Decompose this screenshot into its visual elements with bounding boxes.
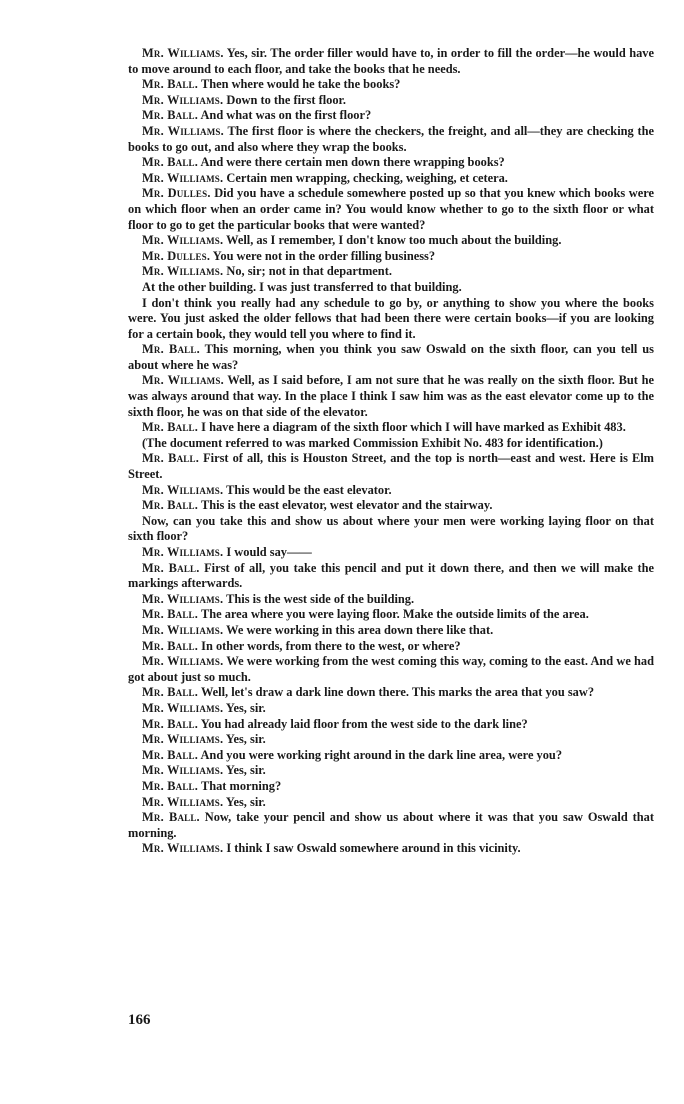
speaker-name: Mr. Williams. (142, 373, 224, 388)
paragraph-text: You had already laid floor from the west side to the dark line? (200, 716, 528, 731)
transcript-paragraph (128, 748, 654, 764)
speaker-name: Mr. Williams. (142, 482, 224, 497)
paragraph-text: This morning, when you think you saw Oswald on the sixth floor, can you tell us about where he was? (128, 342, 655, 372)
paragraph-text: That morning? (200, 778, 282, 793)
transcript-paragraph (128, 654, 654, 685)
speaker-name: Mr. Ball. (142, 778, 199, 793)
speaker-name: Mr. Williams. (142, 841, 224, 856)
speaker-name: Mr. Ball. (142, 498, 199, 513)
paragraph-text: The first floor is where the checkers, the freight, and all—they are checking the books to go out, and also where they wrap the books. (128, 123, 655, 154)
speaker-name: Mr. Dulles. (142, 186, 211, 201)
paragraph-text: Yes, sir. (225, 732, 266, 747)
paragraph-text: Yes, sir. (225, 763, 266, 778)
paragraph-text: (The document referred to was marked Commission Exhibit No. 483 for identification.) (142, 435, 603, 450)
transcript-paragraph (128, 623, 654, 639)
transcript-paragraph (128, 545, 654, 561)
paragraph-text: This is the east elevator, west elevator and the stairway. (200, 498, 493, 513)
transcript-paragraph (128, 108, 654, 124)
speaker-name: Mr. Ball. (142, 638, 199, 653)
transcript-paragraph (128, 483, 654, 499)
transcript-body (128, 46, 654, 857)
paragraph-text: Certain men wrapping, checking, weighing, et cetera. (226, 170, 508, 185)
paragraph-text: No, sir; not in that department. (226, 264, 392, 279)
transcript-paragraph (128, 280, 654, 296)
speaker-name: Mr. Ball. (142, 77, 199, 92)
speaker-name: Mr. Ball. (142, 747, 199, 762)
speaker-name: Mr. Ball. (142, 560, 200, 575)
transcript-paragraph (128, 607, 654, 623)
speaker-name: Mr. Williams. (142, 591, 224, 606)
transcript-paragraph (128, 296, 654, 343)
paragraph-text: And you were working right around in the dark line area, were you? (200, 747, 563, 762)
paragraph-text: Did you have a schedule somewhere posted up so that you knew which books were on which floor when an order came in? You would know whether to go to the sixth floor or what floor to go to get the particular books that were wanted? (128, 186, 654, 232)
transcript-paragraph (128, 717, 654, 733)
transcript-paragraph (128, 93, 654, 109)
transcript-paragraph (128, 46, 654, 77)
speaker-name: Mr. Williams. (142, 233, 224, 248)
transcript-paragraph (128, 451, 654, 482)
paragraph-text: The area where you were laying floor. Make the outside limits of the area. (200, 607, 589, 622)
transcript-paragraph (128, 701, 654, 717)
speaker-name: Mr. Williams. (142, 264, 224, 279)
transcript-paragraph (128, 436, 654, 452)
paragraph-text: Then where would he take the books? (200, 77, 401, 92)
transcript-paragraph (128, 264, 654, 280)
transcript-paragraph (128, 171, 654, 187)
paragraph-text: Now, take your pencil and show us about where it was that you saw Oswald that morning. (128, 810, 654, 840)
transcript-paragraph (128, 498, 654, 514)
speaker-name: Mr. Ball. (142, 155, 199, 170)
speaker-name: Mr. Ball. (142, 451, 200, 466)
transcript-paragraph (128, 592, 654, 608)
paragraph-text: We were working from the west coming this way, coming to the east. And we had got about just so much. (128, 654, 655, 684)
speaker-name: Mr. Williams. (142, 92, 224, 107)
transcript-paragraph (128, 77, 654, 93)
transcript-paragraph (128, 420, 654, 436)
speaker-name: Mr. Williams. (142, 794, 224, 809)
transcript-page (128, 46, 654, 857)
transcript-paragraph (128, 763, 654, 779)
transcript-paragraph (128, 342, 654, 373)
speaker-name: Mr. Williams. (142, 654, 224, 669)
paragraph-text: Well, let's draw a dark line down there. This marks the area that you saw? (200, 685, 595, 700)
paragraph-text: You were not in the order filling business? (212, 248, 436, 263)
speaker-name: Mr. Ball. (142, 108, 199, 123)
paragraph-text: And were there certain men down there wrapping books? (200, 155, 505, 170)
transcript-paragraph (128, 561, 654, 592)
page-number: 166 (128, 1012, 151, 1028)
paragraph-text: And what was on the first floor? (200, 108, 372, 123)
paragraph-text: First of all, this is Houston Street, and the top is north—east and west. Here is Elm Street. (128, 451, 654, 482)
speaker-name: Mr. Dulles. (142, 248, 211, 263)
paragraph-text: Well, as I said before, I am not sure that he was really on the sixth floor. But he was always around that way. In the place I think I saw him was as the east elevator come up to the sixth floor, he was on that side of the elevator. (128, 373, 654, 419)
paragraph-text: Yes, sir. (225, 794, 266, 809)
transcript-paragraph (128, 779, 654, 795)
speaker-name: Mr. Ball. (142, 342, 200, 357)
paragraph-text: We were working in this area down there like that. (226, 622, 494, 637)
transcript-paragraph (128, 685, 654, 701)
speaker-name: Mr. Williams. (142, 123, 224, 138)
transcript-paragraph (128, 186, 654, 233)
transcript-paragraph (128, 810, 654, 841)
paragraph-text: This would be the east elevator. (226, 482, 392, 497)
speaker-name: Mr. Williams. (142, 763, 224, 778)
speaker-name: Mr. Ball. (142, 716, 199, 731)
speaker-name: Mr. Williams. (142, 545, 224, 559)
paragraph-text: I have here a diagram of the sixth floor which I will have marked as Exhibit 483. (201, 420, 626, 435)
paragraph-text: At the other building. I was just transferred to that building. (142, 279, 462, 294)
transcript-paragraph (128, 639, 654, 655)
speaker-name: Mr. Williams. (142, 622, 224, 637)
paragraph-text: Yes, sir. (225, 700, 266, 715)
paragraph-text: I would say—— (226, 545, 312, 559)
speaker-name: Mr. Ball. (142, 810, 200, 825)
paragraph-text: In other words, from there to the west, or where? (201, 638, 461, 653)
speaker-name: Mr. Williams. (142, 700, 224, 715)
transcript-paragraph (128, 732, 654, 748)
paragraph-text: Well, as I remember, I don't know too much about the building. (226, 233, 562, 248)
paragraph-text: I don't think you really had any schedule to go by, or anything to show you where the books were. You just asked the older fellows that had been there were certain books—if you are looking for a certain book, they would tell you where to find it. (128, 295, 654, 341)
transcript-paragraph (128, 249, 654, 265)
paragraph-text: First of all, you take this pencil and put it down there, and then we will make the markings afterwards. (128, 560, 654, 591)
transcript-paragraph (128, 841, 654, 857)
transcript-paragraph (128, 795, 654, 811)
paragraph-text: This is the west side of the building. (226, 591, 415, 606)
paragraph-text: I think I saw Oswald somewhere around in this vicinity. (226, 841, 521, 856)
speaker-name: Mr. Williams. (142, 732, 224, 747)
speaker-name: Mr. Ball. (142, 685, 199, 700)
paragraph-text: Down to the first floor. (226, 92, 347, 107)
transcript-paragraph (128, 373, 654, 420)
transcript-paragraph (128, 233, 654, 249)
speaker-name: Mr. Williams. (142, 46, 224, 60)
speaker-name: Mr. Ball. (142, 420, 199, 435)
speaker-name: Mr. Williams. (142, 170, 224, 185)
transcript-paragraph (128, 514, 654, 545)
paragraph-text: Now, can you take this and show us about where your men were working laying floor on that sixth floor? (128, 513, 654, 544)
transcript-paragraph (128, 155, 654, 171)
paragraph-text: Yes, sir. The order filler would have to, in order to fill the order—he would have to move around to each floor, and take the books that he needs. (128, 46, 655, 76)
speaker-name: Mr. Ball. (142, 607, 199, 622)
transcript-paragraph (128, 124, 654, 155)
